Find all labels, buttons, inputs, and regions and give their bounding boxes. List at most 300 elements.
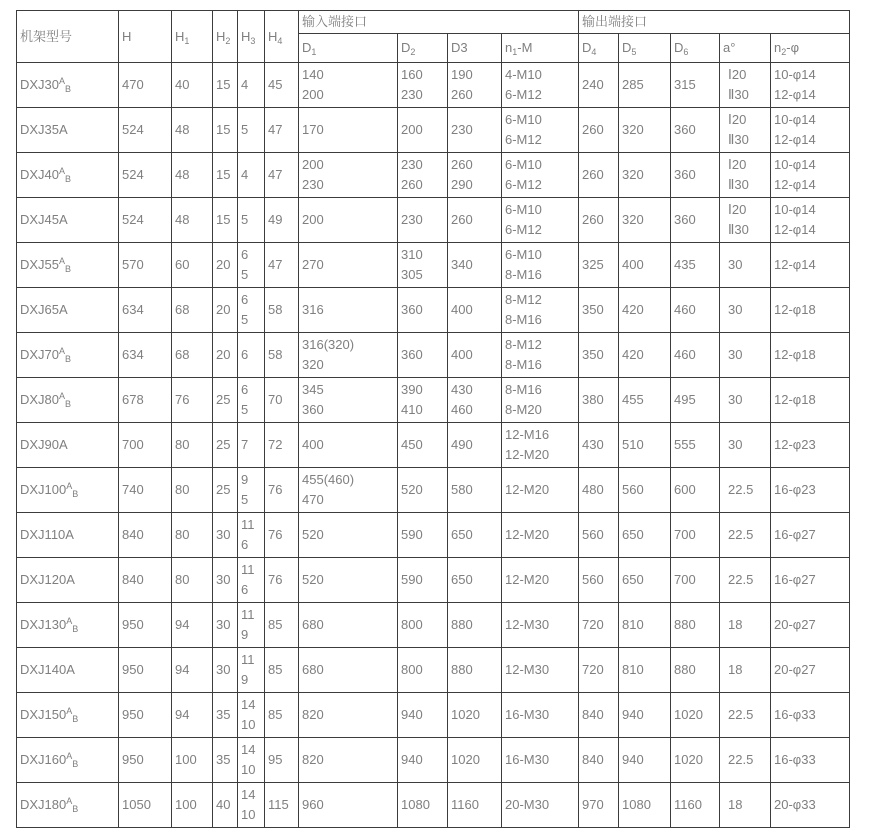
cell-d2 <box>398 603 448 648</box>
cell-value-line: Ⅱ30 <box>728 132 749 147</box>
cell-h4 <box>265 738 299 783</box>
cell-value-line: 315 <box>674 77 696 92</box>
cell-value-line: Ⅱ30 <box>728 222 749 237</box>
col-header-n1m: $n_1-M$ <box>502 34 579 63</box>
cell-d4 <box>579 198 619 243</box>
cell-value-line: 360 <box>401 302 423 317</box>
cell-model: DXJ110A <box>17 513 119 558</box>
cell-value-line: 48 <box>175 212 190 227</box>
cell-value-line: 47 <box>268 122 283 137</box>
cell-h1 <box>172 243 213 288</box>
cell-h4 <box>265 693 299 738</box>
cell-h <box>119 648 172 693</box>
cell-value-line: 590 <box>401 572 423 587</box>
cell-model: DXJ120A <box>17 558 119 603</box>
cell-a <box>720 738 771 783</box>
cell-h1 <box>172 783 213 828</box>
cell-value-line: 11 <box>241 562 255 577</box>
cell-value-line: 85 <box>268 707 283 722</box>
cell-value-line: 68 <box>175 347 190 362</box>
cell-h <box>119 468 172 513</box>
cell-value-line: 7 <box>241 437 249 452</box>
cell-value-line: 11 <box>241 652 255 667</box>
cell-model: DXJ65A <box>17 288 119 333</box>
cell-value-line: 100 <box>175 797 197 812</box>
cell-h4 <box>265 63 299 108</box>
table-row <box>17 648 850 693</box>
cell-d3 <box>448 738 502 783</box>
cell-a <box>720 468 771 513</box>
cell-value-line: 700 <box>674 527 696 542</box>
cell-value-line: 76 <box>268 527 283 542</box>
cell-value-line: 970 <box>582 797 604 812</box>
cell-d4 <box>579 63 619 108</box>
cell-value-line: 30 <box>728 392 743 407</box>
cell-value-line: 460 <box>674 302 696 317</box>
cell-value-line: 35 <box>216 752 231 767</box>
cell-value-line: 8-M16 <box>505 357 542 372</box>
cell-value-line: 560 <box>582 527 604 542</box>
cell-d1 <box>299 108 398 153</box>
cell-model: $DXJ180^A_B$ <box>17 783 119 828</box>
cell-value-line: 80 <box>175 482 190 497</box>
cell-value-line: 20 <box>216 257 231 272</box>
cell-value-line: 12-φ14 <box>774 257 816 272</box>
cell-value-line: 16-M30 <box>505 707 550 722</box>
cell-value-line: 76 <box>268 572 283 587</box>
cell-value-line: 260 <box>451 212 473 227</box>
cell-h3 <box>238 468 265 513</box>
cell-value-line: 160 <box>401 67 423 82</box>
cell-value-line: 320 <box>622 167 644 182</box>
cell-value-line: 6 <box>241 582 249 597</box>
cell-h4 <box>265 648 299 693</box>
cell-value-line: 435 <box>674 257 696 272</box>
cell-h4 <box>265 333 299 378</box>
cell-d1 <box>299 378 398 423</box>
cell-a <box>720 558 771 603</box>
col-header-d5: $D_5$ <box>619 34 671 63</box>
cell-a <box>720 63 771 108</box>
col-header-h1: $H_1$ <box>172 11 213 63</box>
cell-value-line: 360 <box>674 122 696 137</box>
cell-h2 <box>213 198 238 243</box>
cell-value-line: 6-M12 <box>505 132 542 147</box>
cell-value-line: 940 <box>401 752 423 767</box>
cell-d6 <box>671 288 720 333</box>
cell-d6 <box>671 603 720 648</box>
cell-value-line: 950 <box>122 617 144 632</box>
cell-value-line: 22.5 <box>728 482 754 497</box>
cell-d6 <box>671 648 720 693</box>
cell-value-line: 14 <box>241 697 256 712</box>
cell-value-line: 310 <box>401 247 423 262</box>
cell-h3 <box>238 378 265 423</box>
cell-d1 <box>299 198 398 243</box>
cell-d4 <box>579 648 619 693</box>
cell-value-line: 200 <box>302 157 324 172</box>
cell-value-line: 560 <box>582 572 604 587</box>
cell-value-line: 48 <box>175 122 190 137</box>
cell-d1 <box>299 693 398 738</box>
cell-value-line: 72 <box>268 437 283 452</box>
cell-value-line: 12-M20 <box>505 482 550 497</box>
cell-value-line: 470 <box>302 492 324 507</box>
cell-h2 <box>213 243 238 288</box>
cell-value-line: 94 <box>175 617 190 632</box>
cell-value-line: 12-M30 <box>505 617 550 632</box>
cell-value-line: 6 <box>241 537 249 552</box>
cell-value-line: 290 <box>451 177 473 192</box>
cell-h2 <box>213 783 238 828</box>
cell-d3 <box>448 468 502 513</box>
cell-value-line: 678 <box>122 392 144 407</box>
cell-value-line: 18 <box>728 662 743 677</box>
cell-value-line: 950 <box>122 662 144 677</box>
cell-d4 <box>579 153 619 198</box>
col-header-d2: $D_2$ <box>398 34 448 63</box>
cell-n1m <box>502 153 579 198</box>
cell-value-line: 12-φ14 <box>774 87 816 102</box>
cell-d3 <box>448 693 502 738</box>
cell-value-line: 230 <box>401 87 423 102</box>
cell-d1 <box>299 783 398 828</box>
cell-d3 <box>448 108 502 153</box>
cell-d3 <box>448 333 502 378</box>
cell-d4 <box>579 378 619 423</box>
cell-value-line: 18 <box>728 617 743 632</box>
cell-h1 <box>172 63 213 108</box>
cell-value-line: 305 <box>401 267 423 282</box>
cell-value-line: 30 <box>216 572 231 587</box>
table-row <box>17 333 850 378</box>
cell-n2phi <box>771 288 850 333</box>
cell-d5 <box>619 243 671 288</box>
cell-value-line: 390 <box>401 382 423 397</box>
cell-value-line: 820 <box>302 752 324 767</box>
table-row <box>17 693 850 738</box>
cell-h <box>119 738 172 783</box>
cell-value-line: 260 <box>582 122 604 137</box>
cell-d5 <box>619 108 671 153</box>
cell-value-line: 8-M16 <box>505 267 542 282</box>
cell-value-line: 570 <box>122 257 144 272</box>
cell-value-line: 85 <box>268 662 283 677</box>
cell-value-line: 940 <box>622 707 644 722</box>
cell-h3 <box>238 423 265 468</box>
cell-value-line: 520 <box>302 572 324 587</box>
col-header-model: 机架型号 <box>17 11 119 63</box>
cell-value-line: 40 <box>216 797 231 812</box>
cell-value-line: 480 <box>582 482 604 497</box>
cell-n1m <box>502 693 579 738</box>
cell-a <box>720 423 771 468</box>
cell-value-line: 49 <box>268 212 283 227</box>
cell-n1m <box>502 513 579 558</box>
cell-h3 <box>238 198 265 243</box>
cell-model: $DXJ30^A_B$ <box>17 63 119 108</box>
cell-value-line: 12-M30 <box>505 662 550 677</box>
cell-value-line: 30 <box>728 347 743 362</box>
cell-d4 <box>579 468 619 513</box>
col-header-d3: D3 <box>448 34 502 63</box>
cell-value-line: 680 <box>302 617 324 632</box>
cell-value-line: 1050 <box>122 797 151 812</box>
cell-value-line: 650 <box>622 572 644 587</box>
cell-value-line: Ⅰ20 <box>728 112 747 127</box>
cell-d1 <box>299 738 398 783</box>
cell-a <box>720 513 771 558</box>
cell-value-line: 470 <box>122 77 144 92</box>
cell-d6 <box>671 153 720 198</box>
cell-value-line: 25 <box>216 392 231 407</box>
cell-value-line: 634 <box>122 347 144 362</box>
cell-d2 <box>398 693 448 738</box>
cell-d4 <box>579 108 619 153</box>
cell-value-line: 520 <box>302 527 324 542</box>
cell-h2 <box>213 108 238 153</box>
table-row <box>17 243 850 288</box>
cell-d6 <box>671 693 720 738</box>
cell-d2 <box>398 108 448 153</box>
cell-d4 <box>579 423 619 468</box>
cell-value-line: 560 <box>622 482 644 497</box>
cell-value-line: 16-φ33 <box>774 752 816 767</box>
cell-a <box>720 603 771 648</box>
cell-n2phi <box>771 198 850 243</box>
col-header-a: a° <box>720 34 771 63</box>
cell-d1 <box>299 648 398 693</box>
cell-value-line: 115 <box>268 797 289 812</box>
cell-value-line: 30 <box>728 437 743 452</box>
cell-d4 <box>579 738 619 783</box>
cell-value-line: 634 <box>122 302 144 317</box>
cell-value-line: 345 <box>302 382 324 397</box>
cell-value-line: 8-M12 <box>505 292 542 307</box>
cell-value-line: 230 <box>302 177 324 192</box>
cell-model: $DXJ70^A_B$ <box>17 333 119 378</box>
cell-value-line: 12-φ18 <box>774 392 816 407</box>
cell-h <box>119 153 172 198</box>
cell-value-line: 5 <box>241 312 249 327</box>
cell-h3 <box>238 243 265 288</box>
cell-value-line: 460 <box>674 347 696 362</box>
cell-value-line: 58 <box>268 302 283 317</box>
cell-d5 <box>619 558 671 603</box>
cell-value-line: 260 <box>582 167 604 182</box>
cell-h4 <box>265 288 299 333</box>
cell-d3 <box>448 783 502 828</box>
cell-d6 <box>671 423 720 468</box>
cell-d2 <box>398 513 448 558</box>
cell-n2phi <box>771 693 850 738</box>
cell-value-line: 12-φ23 <box>774 437 816 452</box>
cell-d2 <box>398 468 448 513</box>
cell-value-line: 16-M30 <box>505 752 550 767</box>
cell-a <box>720 378 771 423</box>
cell-value-line: 650 <box>451 572 473 587</box>
cell-value-line: 680 <box>302 662 324 677</box>
cell-value-line: 16-φ27 <box>774 572 816 587</box>
cell-model: $DXJ160^A_B$ <box>17 738 119 783</box>
cell-h2 <box>213 513 238 558</box>
cell-value-line: 455 <box>622 392 644 407</box>
cell-d6 <box>671 513 720 558</box>
cell-h2 <box>213 648 238 693</box>
cell-value-line: 48 <box>175 167 190 182</box>
cell-value-line: 1020 <box>451 707 480 722</box>
cell-value-line: 16-φ23 <box>774 482 816 497</box>
cell-a <box>720 693 771 738</box>
cell-h2 <box>213 468 238 513</box>
cell-value-line: 12-M16 <box>505 427 550 442</box>
cell-a <box>720 153 771 198</box>
cell-d6 <box>671 333 720 378</box>
col-header-d4: $D_4$ <box>579 34 619 63</box>
cell-n1m <box>502 63 579 108</box>
cell-value-line: Ⅱ30 <box>728 87 749 102</box>
cell-h <box>119 243 172 288</box>
cell-a <box>720 333 771 378</box>
cell-n2phi <box>771 423 850 468</box>
cell-d3 <box>448 288 502 333</box>
cell-value-line: 95 <box>268 752 283 767</box>
header-group-row <box>17 11 850 34</box>
cell-h4 <box>265 603 299 648</box>
cell-value-line: 524 <box>122 212 144 227</box>
cell-value-line: 950 <box>122 707 144 722</box>
cell-value-line: 880 <box>451 617 473 632</box>
cell-value-line: 5 <box>241 212 249 227</box>
cell-value-line: 8-M12 <box>505 337 542 352</box>
cell-value-line: 16-φ27 <box>774 527 816 542</box>
cell-n1m <box>502 558 579 603</box>
cell-d3 <box>448 243 502 288</box>
cell-value-line: 4 <box>241 77 249 92</box>
cell-n2phi <box>771 378 850 423</box>
cell-value-line: 5 <box>241 402 249 417</box>
cell-value-line: 68 <box>175 302 190 317</box>
cell-d3 <box>448 558 502 603</box>
cell-value-line: 270 <box>302 257 324 272</box>
cell-a <box>720 198 771 243</box>
table-row <box>17 288 850 333</box>
cell-d6 <box>671 378 720 423</box>
cell-value-line: 6-M12 <box>505 177 542 192</box>
cell-value-line: 490 <box>451 437 473 452</box>
cell-value-line: 230 <box>451 122 473 137</box>
cell-model: $DXJ150^A_B$ <box>17 693 119 738</box>
table-row <box>17 558 850 603</box>
cell-value-line: 6-M10 <box>505 112 542 127</box>
cell-value-line: 11 <box>241 607 255 622</box>
cell-d2 <box>398 243 448 288</box>
table-row <box>17 63 850 108</box>
cell-value-line: 455(460) <box>302 472 355 487</box>
cell-d2 <box>398 288 448 333</box>
cell-value-line: 400 <box>302 437 324 452</box>
cell-d5 <box>619 693 671 738</box>
cell-d5 <box>619 738 671 783</box>
cell-h4 <box>265 468 299 513</box>
cell-value-line: 340 <box>451 257 473 272</box>
cell-value-line: 450 <box>401 437 423 452</box>
cell-value-line: 260 <box>401 177 423 192</box>
cell-d4 <box>579 603 619 648</box>
cell-value-line: 14 <box>241 787 256 802</box>
cell-value-line: 430 <box>451 382 473 397</box>
cell-value-line: 200 <box>302 87 324 102</box>
cell-h3 <box>238 63 265 108</box>
cell-value-line: 8-M16 <box>505 382 542 397</box>
cell-d5 <box>619 288 671 333</box>
cell-value-line: Ⅱ30 <box>728 177 749 192</box>
cell-value-line: 316 <box>302 302 324 317</box>
cell-value-line: 85 <box>268 617 283 632</box>
cell-value-line: 6 <box>241 292 249 307</box>
cell-d3 <box>448 423 502 468</box>
cell-d6 <box>671 558 720 603</box>
cell-value-line: 240 <box>582 77 604 92</box>
cell-value-line: 10-φ14 <box>774 67 816 82</box>
cell-value-line: 950 <box>122 752 144 767</box>
cell-value-line: 285 <box>622 77 644 92</box>
cell-model: $DXJ130^A_B$ <box>17 603 119 648</box>
cell-value-line: 12-φ18 <box>774 347 816 362</box>
cell-value-line: 70 <box>268 392 283 407</box>
cell-n2phi <box>771 558 850 603</box>
cell-d5 <box>619 603 671 648</box>
cell-value-line: Ⅰ20 <box>728 67 747 82</box>
cell-d1 <box>299 513 398 558</box>
cell-value-line: 8-M20 <box>505 402 542 417</box>
cell-value-line: 260 <box>451 87 473 102</box>
cell-value-line: 9 <box>241 472 249 487</box>
cell-value-line: 880 <box>674 662 696 677</box>
cell-h1 <box>172 288 213 333</box>
cell-value-line: 430 <box>582 437 604 452</box>
cell-h <box>119 513 172 558</box>
cell-a <box>720 648 771 693</box>
cell-value-line: 316(320) <box>302 337 355 352</box>
cell-value-line: 22.5 <box>728 752 754 767</box>
cell-n1m <box>502 108 579 153</box>
cell-h1 <box>172 153 213 198</box>
cell-value-line: 140 <box>302 67 324 82</box>
cell-value-line: 45 <box>268 77 283 92</box>
cell-d6 <box>671 468 720 513</box>
col-header-h4: $H_4$ <box>265 11 299 63</box>
cell-value-line: 15 <box>216 122 231 137</box>
cell-h3 <box>238 558 265 603</box>
cell-value-line: Ⅰ20 <box>728 202 747 217</box>
cell-d5 <box>619 423 671 468</box>
cell-h2 <box>213 378 238 423</box>
cell-value-line: 12-M20 <box>505 572 550 587</box>
cell-d6 <box>671 198 720 243</box>
cell-value-line: 6-M10 <box>505 202 542 217</box>
cell-d2 <box>398 63 448 108</box>
cell-h2 <box>213 423 238 468</box>
cell-h1 <box>172 558 213 603</box>
cell-d2 <box>398 738 448 783</box>
cell-value-line: 12-M20 <box>505 447 550 462</box>
cell-d5 <box>619 648 671 693</box>
cell-value-line: 400 <box>451 347 473 362</box>
cell-n2phi <box>771 243 850 288</box>
cell-value-line: 16-φ33 <box>774 707 816 722</box>
cell-value-line: 22.5 <box>728 527 754 542</box>
